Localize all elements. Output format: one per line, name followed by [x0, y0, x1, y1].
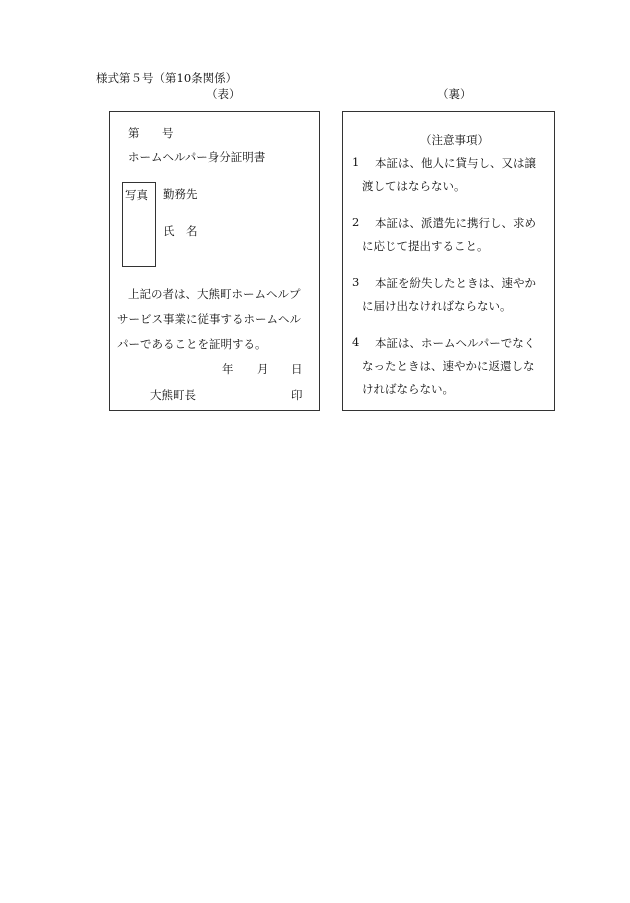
notes-title: （注意事項） — [420, 133, 489, 147]
note-1-number: 1 — [352, 155, 360, 169]
id-card-back — [342, 111, 555, 411]
note-3-line-1: 本証を紛失したときは、速やか — [375, 276, 536, 290]
name-label: 氏 名 — [163, 224, 198, 238]
note-3-line-2: に届け出なければならない。 — [362, 299, 512, 313]
note-4-line-2: なったときは、速やかに返還しな — [362, 359, 535, 373]
certification-line-1: 上記の者は、大熊町ホームヘルプ — [128, 287, 301, 301]
note-4-number: 4 — [352, 335, 360, 349]
note-1-line-1: 本証は、他人に貸与し、又は譲 — [375, 156, 536, 170]
workplace-label: 勤務先 — [163, 187, 198, 201]
note-1-line-2: 渡してはならない。 — [362, 179, 466, 193]
card-number-prefix: 第 — [128, 126, 140, 140]
card-number-suffix: 号 — [162, 126, 174, 140]
photo-label: 写真 — [125, 188, 148, 202]
back-side-label: （裏） — [437, 87, 472, 101]
note-3-number: 3 — [352, 275, 360, 289]
note-4-line-3: ければならない。 — [362, 382, 454, 396]
id-card-front — [109, 111, 320, 411]
seal-mark: 印 — [291, 388, 303, 402]
card-title: ホームヘルパー身分証明書 — [128, 150, 266, 164]
date-month: 月 — [257, 362, 269, 376]
front-side-label: （表） — [206, 87, 241, 101]
issuer: 大熊町長 — [150, 388, 196, 402]
form-title: 様式第５号（第10条関係） — [96, 71, 238, 85]
note-2-line-1: 本証は、派遣先に携行し、求め — [375, 216, 536, 230]
note-2-number: 2 — [352, 215, 360, 229]
certification-line-3: パーであることを証明する。 — [117, 337, 267, 351]
date-year: 年 — [222, 362, 234, 376]
note-2-line-2: に応じて提出すること。 — [362, 239, 489, 253]
photo-box — [122, 182, 156, 267]
note-4-line-1: 本証は、ホームヘルパーでなく — [375, 336, 536, 350]
certification-line-2: サービス事業に従事するホームヘル — [117, 312, 301, 326]
date-day: 日 — [291, 362, 303, 376]
